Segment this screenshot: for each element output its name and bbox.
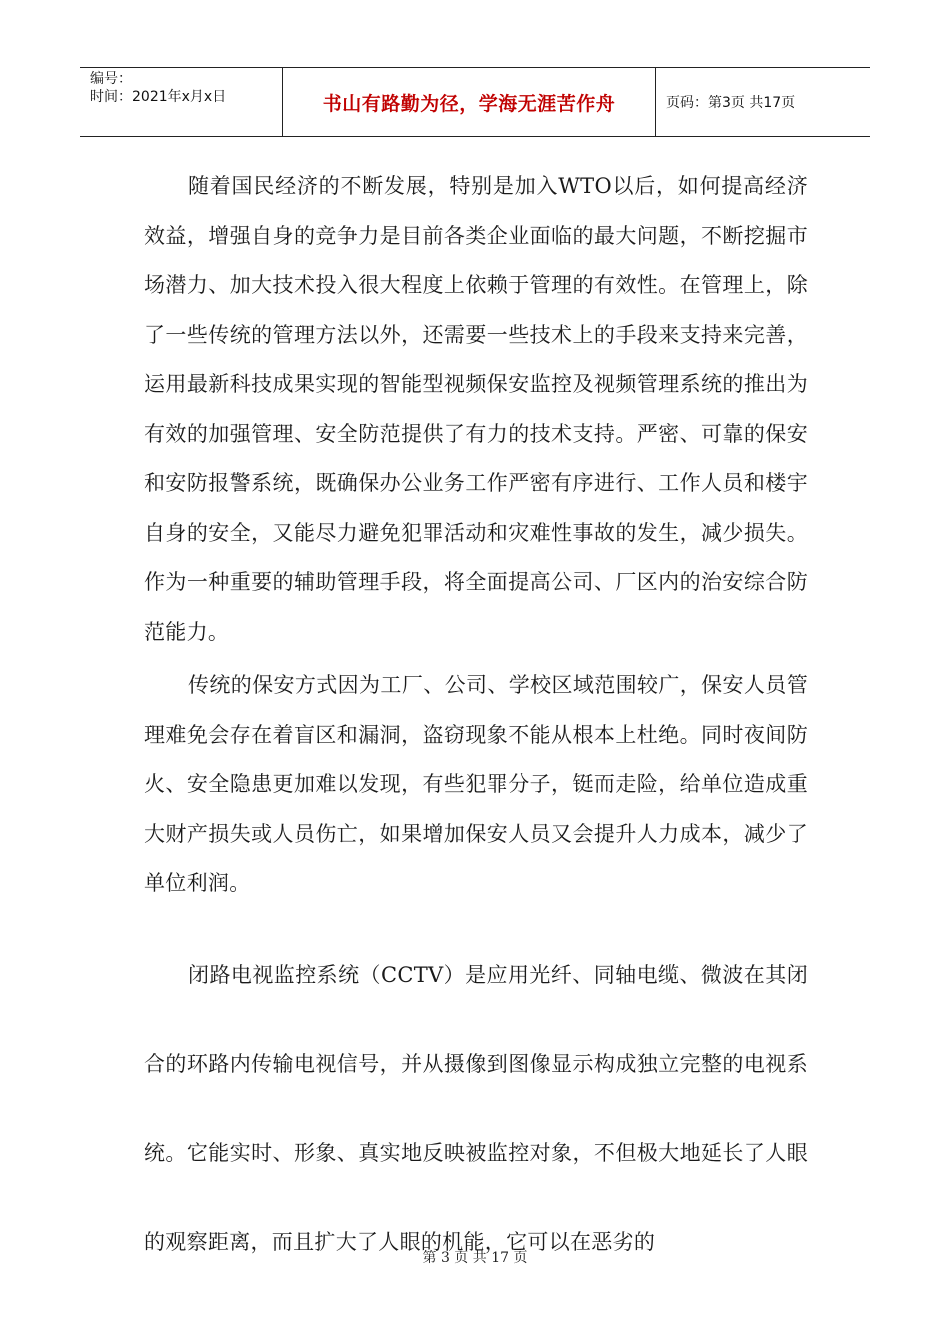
page-header bbox=[80, 67, 870, 137]
paragraph-1: 随着国民经济的不断发展，特别是加入WTO以后，如何提高经济效益，增强自身的竞争力是目前各类企业面临的最大问题，不断挖掘市场潜力、加大技术投入很大程度上依赖于管理的有效性。在管理上，除了一些传统的管理方法以外，还需要一些技术上的手段来支持来完善，运用最新科技成果实现的智能型视频保安监控及视频管理系统的推出为有效的加强管理、安全防范提供了有力的技术支持。严密、可靠的保安和安防报警系统，既确保办公业务工作严密有序进行、工作人员和楼宇自身的安全，又能尽力避免犯罪活动和灾难性事故的发生，减少损失。作为一种重要的辅助管理手段，将全面提高公司、厂区内的治安综合防范能力。 bbox=[144, 174, 808, 644]
header-page-info: 页码：第3页 共17页 bbox=[666, 95, 796, 111]
document-number: 编号： bbox=[90, 71, 132, 87]
document-body bbox=[144, 162, 808, 1287]
paragraph-2: 传统的保安方式因为工厂、公司、学校区域范围较广，保安人员管理难免会存在着盲区和漏洞，盗窃现象不能从根本上杜绝。同时夜间防火、安全隐患更加难以发现，有些犯罪分子，铤而走险，给单位造成重大财产损失或人员伤亡，如果增加保安人员又会提升人力成本，减少了单位利润。 bbox=[144, 673, 808, 895]
header-meta bbox=[80, 68, 283, 136]
paragraph-3: 闭路电视监控系统（CCTV）是应用光纤、同轴电缆、微波在其闭合的环路内传输电视信号，并从摄像到图像显示构成独立完整的电视系统。它能实时、形象、真实地反映被监控对象，不但极大地延长了人眼的观察距离，而且扩大了人眼的机能，它可以在恶劣的 bbox=[144, 962, 808, 1254]
header-motto: 书山有路勤为径，学海无涯苦作舟 bbox=[283, 68, 656, 136]
page-footer: 第 3 页 共 17 页 bbox=[422, 1250, 528, 1266]
document-time: 时间：2021年x月x日 bbox=[90, 89, 227, 105]
